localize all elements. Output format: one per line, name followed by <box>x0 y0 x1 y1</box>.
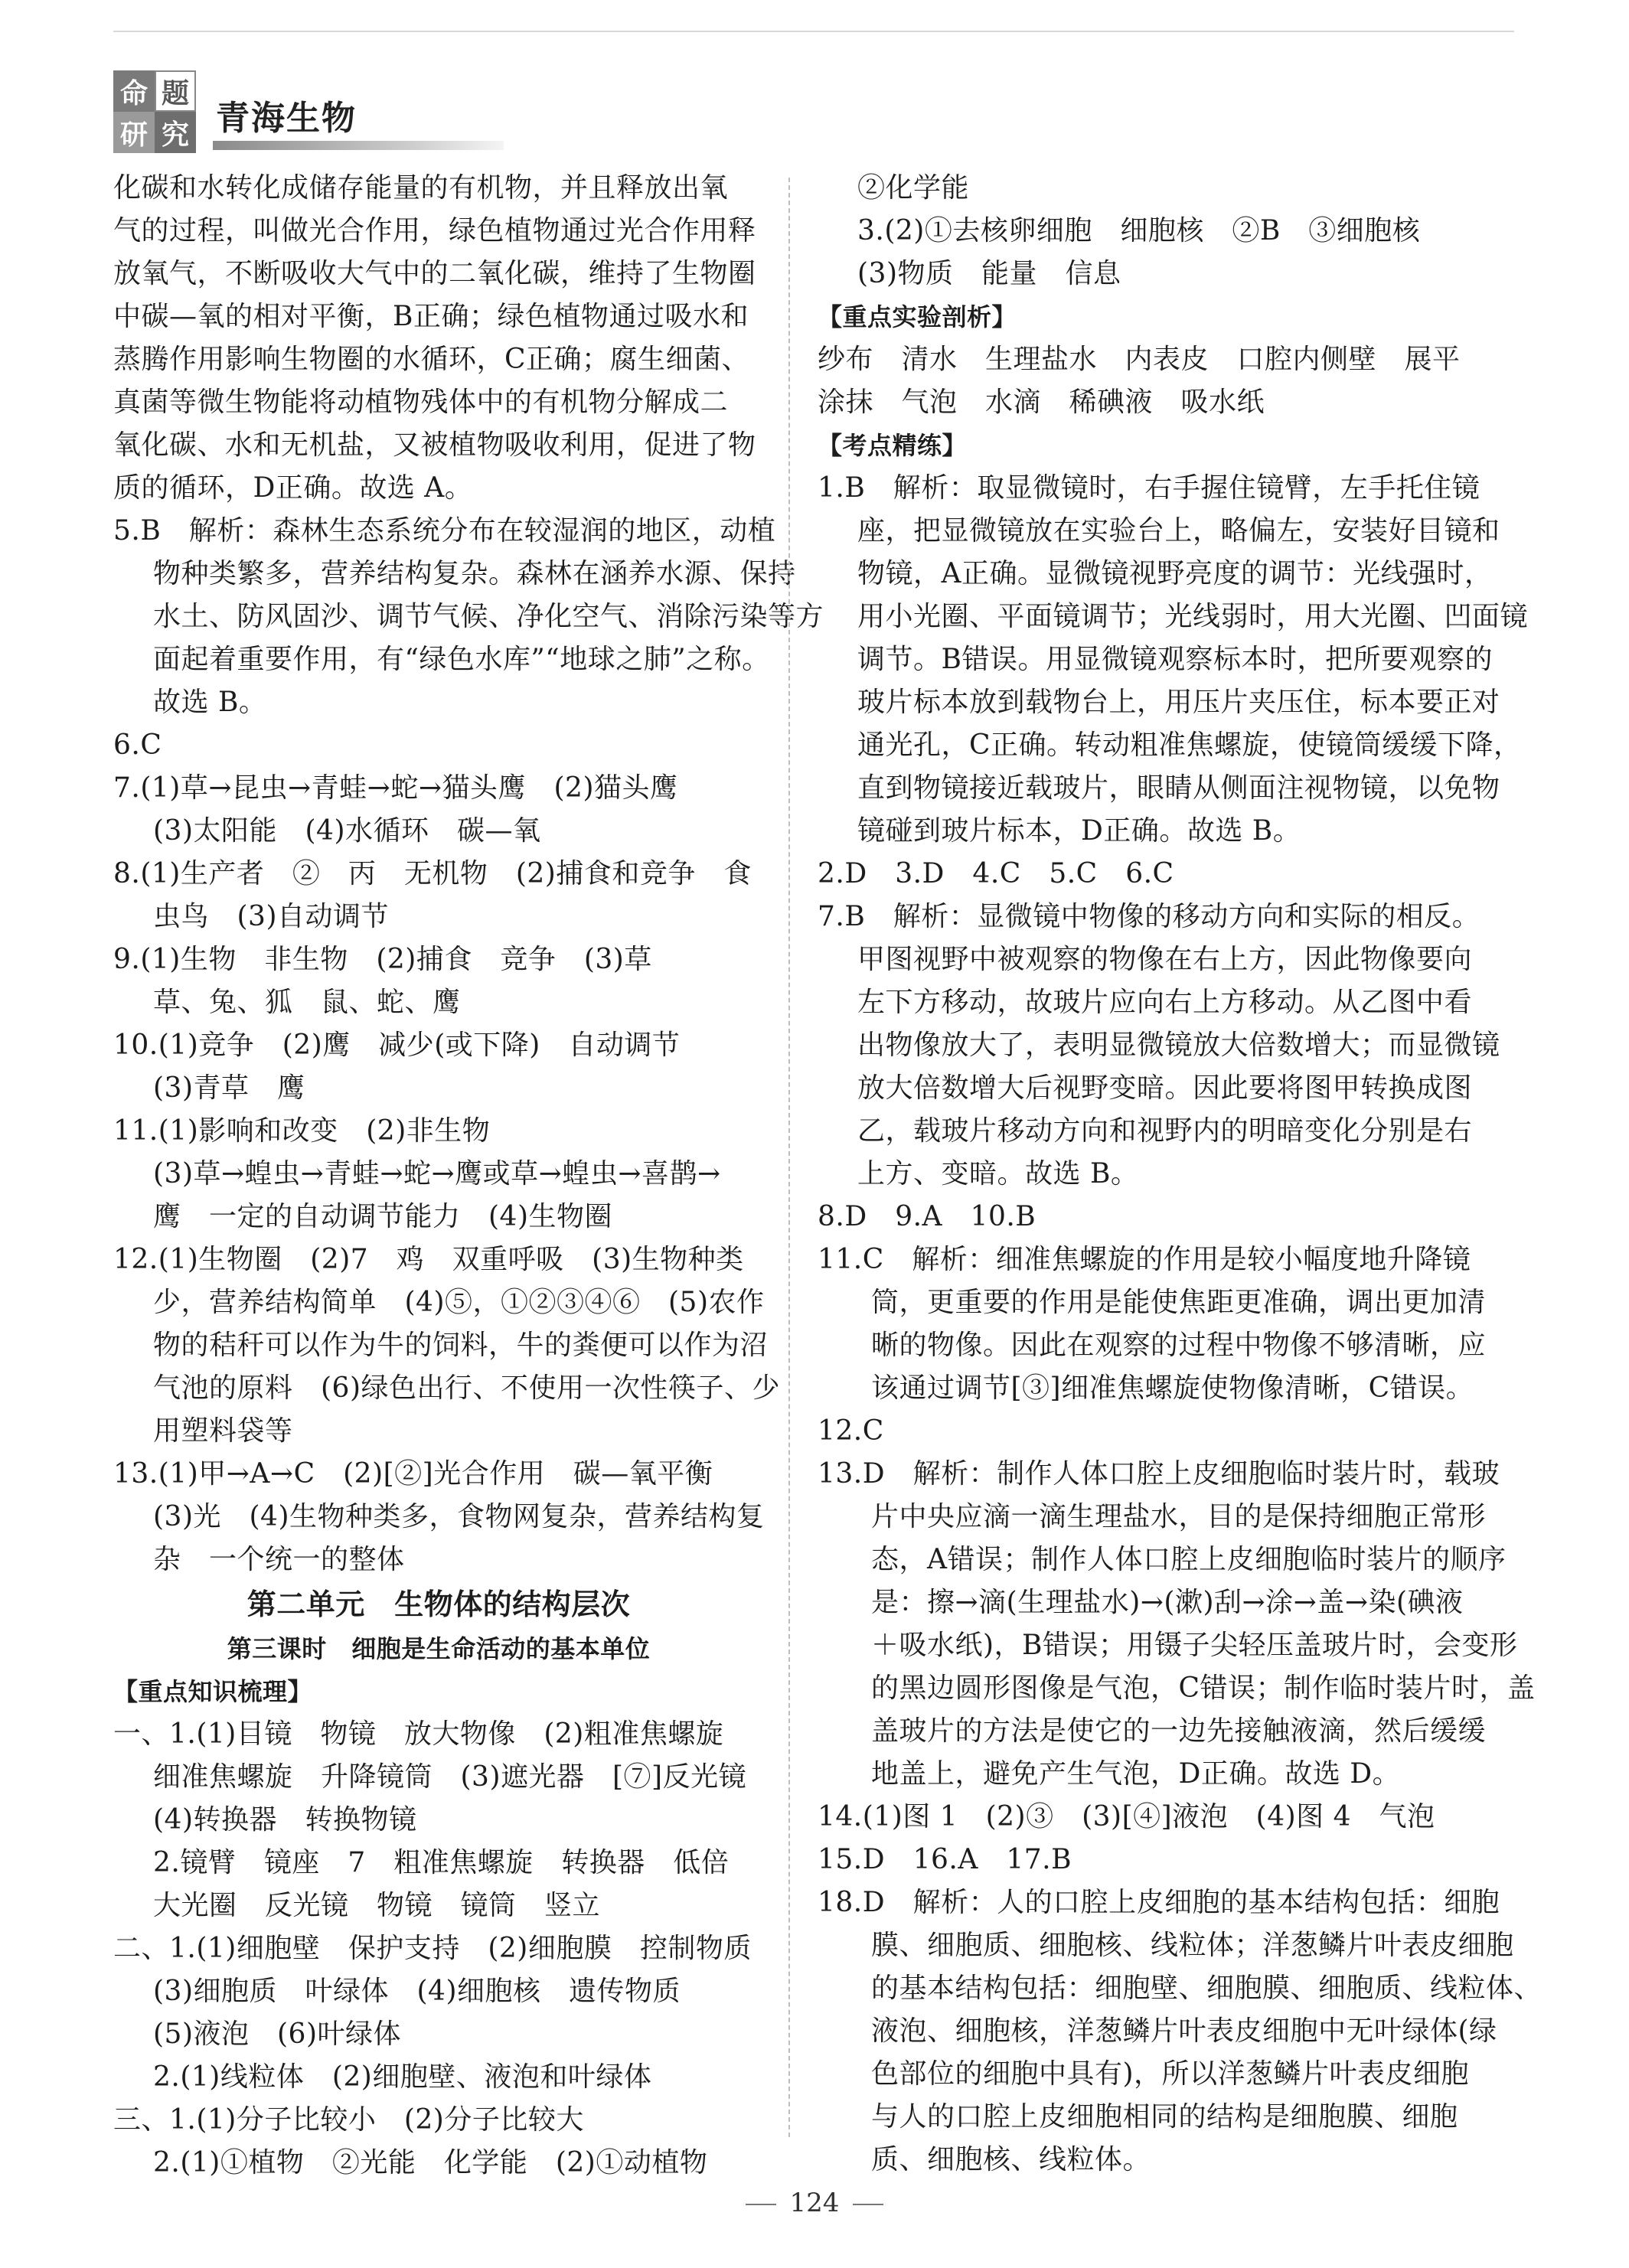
text-line: 气的过程，叫做光合作用，绿色植物通过光合作用释 <box>113 215 756 246</box>
text-line: 鹰 一定的自动调节能力 (4)生物圈 <box>153 1201 612 1232</box>
text-line: 调节。B错误。用显微镜观察标本时，把所要观察的 <box>857 644 1493 675</box>
logo-char: 究 <box>155 112 196 153</box>
text-line: 直到物镜接近载玻片，眼睛从侧面注视物镜，以免物 <box>857 772 1500 804</box>
text-line: (4)转换器 转换物镜 <box>153 1804 417 1836</box>
unit-title: 第二单元 生物体的结构层次 <box>246 1588 631 1621</box>
text-line: 1.B 解析：取显微镜时，右手握住镜臂，左手托住镜 <box>818 472 1480 504</box>
logo-char: 题 <box>155 70 196 112</box>
text-line: 态，A错误；制作人体口腔上皮细胞临时装片的顺序 <box>871 1544 1507 1575</box>
text-line: 涂抹 气泡 水滴 稀碘液 吸水纸 <box>818 387 1265 418</box>
text-line: 液泡、细胞核，洋葱鳞片叶表皮细胞中无叶绿体(绿 <box>871 2015 1497 2047</box>
text-line: 出物像放大了，表明显微镜放大倍数增大；而显微镜 <box>857 1030 1500 1061</box>
footer-dash <box>746 2204 776 2205</box>
text-line: 15.D 16.A 17.B <box>818 1844 1072 1875</box>
text-line: ②化学能 <box>857 172 970 204</box>
text-line: 14.(1)图 1 (2)③ (3)[④]液泡 (4)图 4 气泡 <box>818 1801 1435 1832</box>
text-line: 细准焦螺旋 升降镜筒 (3)遮光器 [⑦]反光镜 <box>153 1761 747 1793</box>
text-line: 三、1.(1)分子比较小 (2)分子比较大 <box>113 2104 584 2136</box>
text-line: (3)光 (4)生物种类多，食物网复杂，营养结构复 <box>153 1501 765 1532</box>
section-heading: 【重点实验剖析】 <box>818 302 1017 331</box>
text-line: 面起着重要作用，有“绿色水库”“地球之肺”之称。 <box>153 644 770 675</box>
text-line: 的黑边圆形图像是气泡，C错误；制作临时装片时，盖 <box>871 1672 1536 1704</box>
text-line: 物种类繁多，营养结构复杂。森林在涵养水源、保持 <box>153 558 796 589</box>
text-line: 放氧气，不断吸收大气中的二氧化碳，维持了生物圈 <box>113 258 756 289</box>
text-line: 真菌等微生物能将动植物残体中的有机物分解成二 <box>113 387 729 418</box>
text-line: 12.(1)生物圈 (2)7 鸡 双重呼吸 (3)生物种类 <box>113 1244 744 1275</box>
text-line: 一、1.(1)目镜 物镜 放大物像 (2)粗准焦螺旋 <box>113 1718 724 1750</box>
text-line: 少，营养结构简单 (4)⑤，①②③④⑥ (5)农作 <box>153 1287 765 1318</box>
text-line: ＋吸水纸)，B错误；用镊子尖轻压盖玻片时，会变形 <box>871 1630 1518 1661</box>
text-line: 玻片标本放到载物台上，用压片夹压住，标本要正对 <box>857 687 1500 718</box>
text-line: 7.(1)草→昆虫→青蛙→蛇→猫头鹰 (2)猫头鹰 <box>113 772 678 804</box>
text-line: 色部位的细胞中具有)，所以洋葱鳞片叶表皮细胞 <box>871 2058 1470 2090</box>
text-line: 2.(1)①植物 ②光能 化学能 (2)①动植物 <box>153 2147 708 2178</box>
text-line: 草、兔、狐 鼠、蛇、鹰 <box>153 987 461 1018</box>
logo-char: 命 <box>113 70 155 112</box>
text-line: 二、1.(1)细胞壁 保护支持 (2)细胞膜 控制物质 <box>113 1933 752 1964</box>
text-line: 质、细胞核、线粒体。 <box>871 2144 1151 2175</box>
lesson-title: 第三课时 细胞是生命活动的基本单位 <box>227 1634 651 1663</box>
text-line: 用小光圈、平面镜调节；光线弱时，用大光圈、凹面镜 <box>857 601 1529 632</box>
text-line: (3)草→蝗虫→青蛙→蛇→鹰或草→蝗虫→喜鹊→ <box>153 1158 721 1189</box>
text-line: 6.C <box>113 729 162 761</box>
text-line: 11.(1)影响和改变 (2)非生物 <box>113 1115 491 1147</box>
text-line: 膜、细胞质、细胞核、线粒体；洋葱鳞片叶表皮细胞 <box>871 1930 1514 1961</box>
text-line: 晰的物像。因此在观察的过程中物像不够清晰，应 <box>871 1330 1487 1361</box>
text-line: 质的循环，D正确。故选 A。 <box>113 472 473 504</box>
text-line: 气池的原料 (6)绿色出行、不使用一次性筷子、少 <box>153 1372 780 1404</box>
text-line: 7.B 解析：显微镜中物像的移动方向和实际的相反。 <box>818 901 1480 932</box>
text-line: 9.(1)生物 非生物 (2)捕食 竞争 (3)草 <box>113 944 652 975</box>
text-line: 物的秸秆可以作为牛的饲料，牛的粪便可以作为沼 <box>153 1330 769 1361</box>
series-logo <box>113 70 196 153</box>
text-line: 放大倍数增大后视野变暗。因此要将图甲转换成图 <box>857 1072 1473 1104</box>
text-line: (3)细胞质 叶绿体 (4)细胞核 遗传物质 <box>153 1976 681 2007</box>
column-divider <box>788 178 790 2137</box>
top-rule <box>113 31 1514 32</box>
text-line: 物镜，A正确。显微镜视野亮度的调节：光线强时， <box>857 558 1493 589</box>
text-line: 片中央应滴一滴生理盐水，目的是保持细胞正常形 <box>871 1501 1487 1532</box>
text-line: 8.(1)生产者 ② 丙 无机物 (2)捕食和竞争 食 <box>113 858 752 889</box>
logo-char: 研 <box>113 112 155 153</box>
text-line: 3.(2)①去核卵细胞 细胞核 ②B ③细胞核 <box>857 215 1421 246</box>
text-line: 左下方移动，故玻片应向右上方移动。从乙图中看 <box>857 987 1473 1018</box>
text-line: 大光圈 反光镜 物镜 镜筒 竖立 <box>153 1890 601 1921</box>
text-line: 杂 一个统一的整体 <box>153 1544 405 1575</box>
text-line: 盖玻片的方法是使它的一边先接触液滴，然后缓缓 <box>871 1715 1487 1747</box>
book-title: 青海生物 <box>216 99 357 138</box>
text-line: 13.(1)甲→A→C (2)[②]光合作用 碳—氧平衡 <box>113 1458 713 1490</box>
text-line: 11.C 解析：细准焦螺旋的作用是较小幅度地升降镜 <box>818 1244 1471 1275</box>
page-header <box>113 70 802 155</box>
text-line: 化碳和水转化成储存能量的有机物，并且释放出氧 <box>113 172 729 204</box>
text-line: 通光孔，C正确。转动粗准焦螺旋，使镜筒缓缓下降， <box>857 729 1522 761</box>
right-column <box>818 167 1542 2182</box>
text-line: (3)太阳能 (4)水循环 碳—氧 <box>153 815 541 847</box>
text-line: 地盖上，避免产生气泡，D正确。故选 D。 <box>871 1758 1401 1790</box>
text-line: 13.D 解析：制作人体口腔上皮细胞临时装片时，载玻 <box>818 1458 1500 1490</box>
text-line: 18.D 解析：人的口腔上皮细胞的基本结构包括：细胞 <box>818 1887 1500 1918</box>
text-line: 是：擦→滴(生理盐水)→(漱)刮→涂→盖→染(碘液 <box>871 1587 1464 1618</box>
text-line: 与人的口腔上皮细胞相同的结构是细胞膜、细胞 <box>871 2101 1458 2133</box>
text-line: 蒸腾作用影响生物圈的水循环，C正确；腐生细菌、 <box>113 344 750 375</box>
section-heading: 【重点知识梳理】 <box>113 1677 313 1706</box>
text-line: 8.D 9.A 10.B <box>818 1201 1036 1232</box>
text-line: 水土、防风固沙、调节气候、净化空气、消除污染等方 <box>153 601 824 632</box>
page-footer <box>0 2188 1629 2218</box>
text-line: 故选 B。 <box>153 687 267 718</box>
text-line: 中碳—氧的相对平衡，B正确；绿色植物通过吸水和 <box>113 301 749 332</box>
text-line: 纱布 清水 生理盐水 内表皮 口腔内侧壁 展平 <box>818 344 1461 375</box>
text-line: 的基本结构包括：细胞壁、细胞膜、细胞质、线粒体、 <box>871 1973 1542 2004</box>
text-line: (3)青草 鹰 <box>153 1072 305 1104</box>
text-line: (5)液泡 (6)叶绿体 <box>153 2018 401 2050</box>
text-line: 2.(1)线粒体 (2)细胞壁、液泡和叶绿体 <box>153 2061 652 2093</box>
text-line: 12.C <box>818 1415 884 1447</box>
text-line: 10.(1)竞争 (2)鹰 减少(或下降) 自动调节 <box>113 1030 681 1061</box>
text-line: 筒，更重要的作用是能使焦距更准确，调出更加清 <box>871 1287 1487 1318</box>
text-line: 5.B 解析：森林生态系统分布在较湿润的地区，动植 <box>113 515 776 547</box>
section-heading: 【考点精练】 <box>818 431 968 460</box>
text-line: 乙，载玻片移动方向和视野内的明暗变化分别是右 <box>857 1115 1473 1147</box>
text-line: 2.D 3.D 4.C 5.C 6.C <box>818 858 1174 889</box>
text-line: 用塑料袋等 <box>153 1415 293 1447</box>
text-line: 镜碰到玻片标本，D正确。故选 B。 <box>857 815 1301 847</box>
left-column <box>113 167 824 2185</box>
footer-dash <box>853 2204 883 2205</box>
text-line: (3)物质 能量 信息 <box>857 258 1121 289</box>
page-number: 124 <box>789 2188 840 2218</box>
text-line: 座，把显微镜放在实验台上，略偏左，安装好目镜和 <box>857 515 1500 547</box>
text-line: 2.镜臂 镜座 7 粗准焦螺旋 转换器 低倍 <box>153 1847 730 1878</box>
text-line: 上方、变暗。故选 B。 <box>857 1158 1139 1189</box>
header-gradient-bar <box>213 141 504 150</box>
text-line: 甲图视野中被观察的物像在右上方，因此物像要向 <box>857 944 1473 975</box>
text-line: 氧化碳、水和无机盐，又被植物吸收利用，促进了物 <box>113 429 756 461</box>
text-line: 虫鸟 (3)自动调节 <box>153 901 389 932</box>
text-line: 该通过调节[③]细准焦螺旋使物像清晰，C错误。 <box>871 1372 1474 1404</box>
